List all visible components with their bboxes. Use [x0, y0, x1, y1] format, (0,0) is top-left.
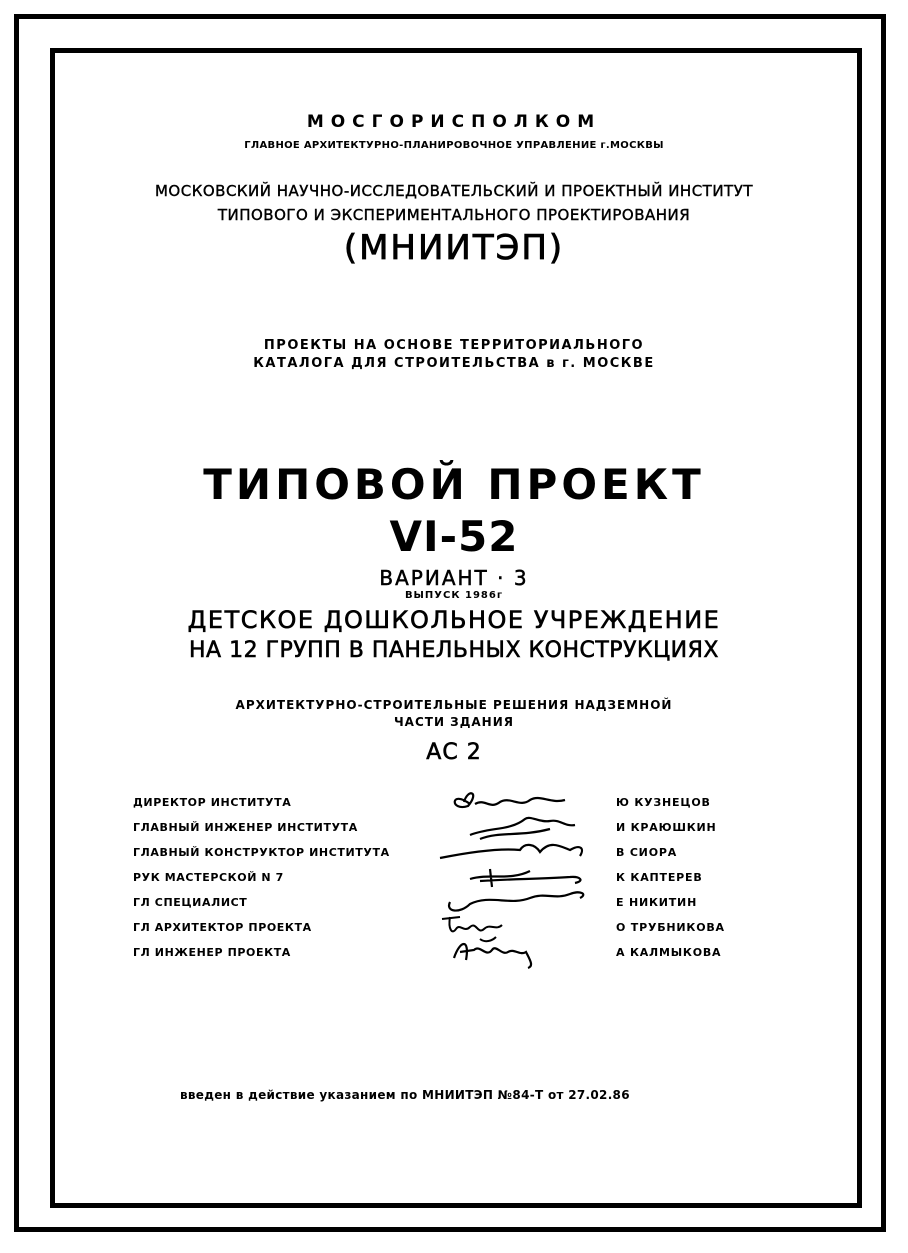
- signatory-name: Е НИКИТИН: [616, 896, 698, 909]
- signatory-position: ГЛ СПЕЦИАЛИСТ: [133, 896, 248, 909]
- signatory-row: [0, 942, 908, 966]
- section-line-1: АРХИТЕКТУРНО-СТРОИТЕЛЬНЫЕ РЕШЕНИЯ НАДЗЕМНОЙ: [235, 698, 673, 712]
- signatory-name: А КАЛМЫКОВА: [616, 946, 722, 959]
- section-line-2: ЧАСТИ ЗДАНИЯ: [393, 715, 515, 729]
- project-name-line-2: НА 12 ГРУПП В ПАНЕЛЬНЫХ КОНСТРУКЦИЯХ: [189, 638, 719, 663]
- signatory-name: К КАПТЕРЕВ: [616, 871, 703, 884]
- catalog-line-1: ПРОЕКТЫ НА ОСНОВЕ ТЕРРИТОРИАЛЬНОГО: [263, 338, 645, 353]
- signatory-position: ГЛ АРХИТЕКТОР ПРОЕКТА: [133, 921, 312, 934]
- project-number: VI-52: [389, 512, 519, 561]
- signatory-name: О ТРУБНИКОВА: [616, 921, 725, 934]
- institute-abbreviation: (МНИИТЭП): [343, 228, 565, 268]
- project-name-line-1: ДЕТСКОЕ ДОШКОЛЬНОЕ УЧРЕЖДЕНИЕ: [187, 606, 721, 634]
- signatory-position: ГЛАВНЫЙ КОНСТРУКТОР ИНСТИТУТА: [133, 846, 390, 859]
- institute-line-1: МОСКОВСКИЙ НАУЧНО-ИССЛЕДОВАТЕЛЬСКИЙ И ПРОЕКТНЫЙ ИНСТИТУТ: [154, 182, 754, 200]
- signatory-position: ГЛАВНЫЙ ИНЖЕНЕР ИНСТИТУТА: [133, 821, 358, 834]
- enactment-note: введен в действие указанием по МНИИТЭП №84-Т от 27.02.86: [180, 1088, 630, 1102]
- signatory-position: ДИРЕКТОР ИНСТИТУТА: [133, 796, 292, 809]
- project-variant: ВАРИАНТ · 3: [379, 566, 529, 590]
- project-title: ТИПОВОЙ ПРОЕКТ: [203, 460, 705, 509]
- institute-line-2: ТИПОВОГО И ЭКСПЕРИМЕНТАЛЬНОГО ПРОЕКТИРОВАНИЯ: [217, 206, 691, 224]
- signatory-position: РУК МАСТЕРСКОЙ N 7: [133, 871, 284, 884]
- signatory-name: Ю КУЗНЕЦОВ: [616, 796, 711, 809]
- signature-mark: [430, 934, 600, 970]
- catalog-line-2: КАТАЛОГА ДЛЯ СТРОИТЕЛЬСТВА в г. МОСКВЕ: [253, 356, 655, 371]
- org-name: МОСГОРИСПОЛКОМ: [306, 112, 602, 132]
- album-code: АС 2: [426, 740, 482, 765]
- project-issue: ВЫПУСК 1986г: [404, 590, 504, 601]
- signatory-name: И КРАЮШКИН: [616, 821, 717, 834]
- signatory-position: ГЛ ИНЖЕНЕР ПРОЕКТА: [133, 946, 291, 959]
- department-name: ГЛАВНОЕ АРХИТЕКТУРНО-ПЛАНИРОВОЧНОЕ УПРАВЛЕНИЕ г.МОСКВЫ: [244, 140, 664, 151]
- signatory-name: В СИОРА: [616, 846, 678, 859]
